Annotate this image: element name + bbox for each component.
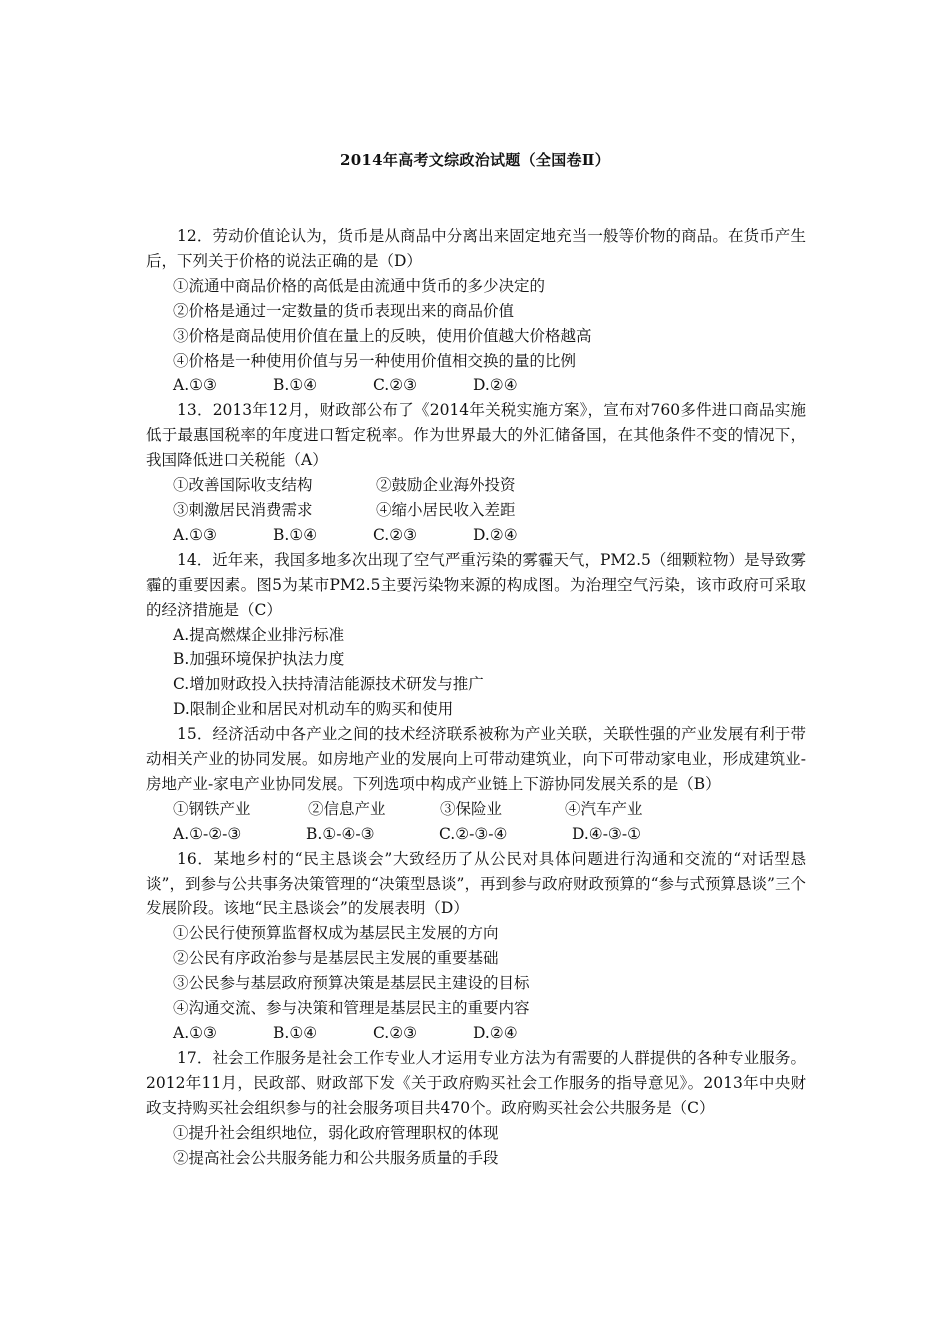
question-15-stem: 15．经济活动中各产业之间的技术经济联系被称为产业关联，关联性强的产业发展有利于带动相关产业的协同发展。如房地产业的发展向上可带动建筑业，向下可带动家电业，形成建筑业-房地产业-家电产业协同发展。下列选项中构成产业链上下游协同发展关系的是（B） xyxy=(146,725,806,793)
question-12-option-d: D.②④ xyxy=(473,376,518,395)
question-12-option-a: A.①③ xyxy=(173,376,217,395)
question-16-options xyxy=(146,1021,806,1046)
question-13-item-2: ②鼓励企业海外投资 xyxy=(376,476,516,495)
question-13-option-a: A.①③ xyxy=(173,525,217,544)
question-16-item-2: ②公民有序政治参与是基层民主发展的重要基础 xyxy=(173,949,499,968)
question-13-option-d: D.②④ xyxy=(473,525,518,544)
question-14-option-b: B.加强环境保护执法力度 xyxy=(173,650,345,669)
question-13-stem: 13．2013年12月，财政部公布了《2014年关税实施方案》，宣布对760多件进口商品实施低于最惠国税率的年度进口暂定税率。作为世界最大的外汇储备国，在其他条件不变的情况下，我国降低进口关税能（A） xyxy=(146,401,806,470)
question-15-options xyxy=(146,822,806,847)
question-13-item-3: ③刺激居民消费需求 xyxy=(173,500,313,519)
question-12-stem: 12．劳动价值论认为，货币是从商品中分离出来固定地充当一般等价物的商品。在货币产生后，下列关于价格的说法正确的是（D） xyxy=(146,227,806,270)
question-15-option-c: C.②-③-④ xyxy=(439,824,508,843)
question-15-option-b: B.①-④-③ xyxy=(306,824,375,843)
question-16-stem: 16．某地乡村的“民主恳谈会”大致经历了从公民对具体问题进行沟通和交流的“对话型恳谈”，到参与公共事务决策管理的“决策型恳谈”，再到参与政府财政预算的“参与式预算恳谈”三个发展阶段。该地“民主恳谈会”的发展表明（D） xyxy=(146,849,806,918)
question-15-item-4: ④汽车产业 xyxy=(565,799,643,818)
question-content xyxy=(146,224,806,1170)
question-12-options xyxy=(146,373,806,398)
question-14-stem: 14．近年来，我国多地多次出现了空气严重污染的雾霾天气，PM2.5（细颗粒物）是导致雾霾的重要因素。图5为某市PM2.5主要污染物来源的构成图。为治理空气污染，该市政府可采取的经济措施是（C） xyxy=(146,550,806,619)
question-15-item-1: ①钢铁产业 xyxy=(173,799,251,818)
question-16-option-c: C.②③ xyxy=(373,1024,418,1042)
question-16-option-d: D.②④ xyxy=(473,1024,518,1042)
question-12-item-1: ①流通中商品价格的高低是由流通中货币的多少决定的 xyxy=(173,276,546,295)
question-12-option-c: C.②③ xyxy=(373,376,418,395)
question-13-item-1: ①改善国际收支结构 xyxy=(173,476,313,495)
page-title: 2014年高考文综政治试题（全国卷Ⅱ） xyxy=(339,151,611,169)
question-12-item-2: ②价格是通过一定数量的货币表现出来的商品价值 xyxy=(173,301,515,320)
question-13-option-b: B.①④ xyxy=(273,525,318,544)
question-12-option-b: B.①④ xyxy=(273,376,318,395)
question-17-item-1: ①提升社会组织地位，弱化政府管理职权的体现 xyxy=(173,1123,499,1142)
question-16-item-4: ④沟通交流、参与决策和管理是基层民主的重要内容 xyxy=(173,999,530,1018)
question-12-item-3: ③价格是商品使用价值在量上的反映，使用价值越大价格越高 xyxy=(173,326,592,345)
question-16-option-a: A.①③ xyxy=(173,1024,217,1042)
question-16-item-3: ③公民参与基层政府预算决策是基层民主建设的目标 xyxy=(173,974,530,993)
question-12-item-4: ④价格是一种使用价值与另一种使用价值相交换的量的比例 xyxy=(173,351,577,370)
question-15-item-3: ③保险业 xyxy=(440,799,503,818)
question-17-stem: 17．社会工作服务是社会工作专业人才运用专业方法为有需要的人群提供的各种专业服务。2012年11月，民政部、财政部下发《关于政府购买社会工作服务的指导意见》。2013年中央财政支持购买社会组织参与的社会服务项目共470个。政府购买社会公共服务是（C） xyxy=(146,1048,806,1117)
question-16-item-1: ①公民行使预算监督权成为基层民主发展的方向 xyxy=(173,924,499,943)
question-15-option-d: D.④-③-① xyxy=(572,824,641,843)
question-15-item-2: ②信息产业 xyxy=(308,799,386,818)
question-17-item-2: ②提高社会公共服务能力和公共服务质量的手段 xyxy=(173,1148,499,1167)
question-14-option-a: A.提高燃煤企业排污标准 xyxy=(173,625,345,644)
question-15-items xyxy=(146,797,806,822)
question-14-option-d: D.限制企业和居民对机动车的购买和使用 xyxy=(173,700,454,719)
question-13-options xyxy=(146,523,806,548)
question-16-option-b: B.①④ xyxy=(273,1024,318,1042)
question-13-items-row-1 xyxy=(146,473,806,498)
question-13-option-c: C.②③ xyxy=(373,525,418,544)
question-15-option-a: A.①-②-③ xyxy=(173,824,242,843)
question-14-option-c: C.增加财政投入扶持清洁能源技术研发与推广 xyxy=(173,675,484,694)
question-13-items-row-2 xyxy=(146,498,806,523)
question-13-item-4: ④缩小居民收入差距 xyxy=(376,500,516,519)
